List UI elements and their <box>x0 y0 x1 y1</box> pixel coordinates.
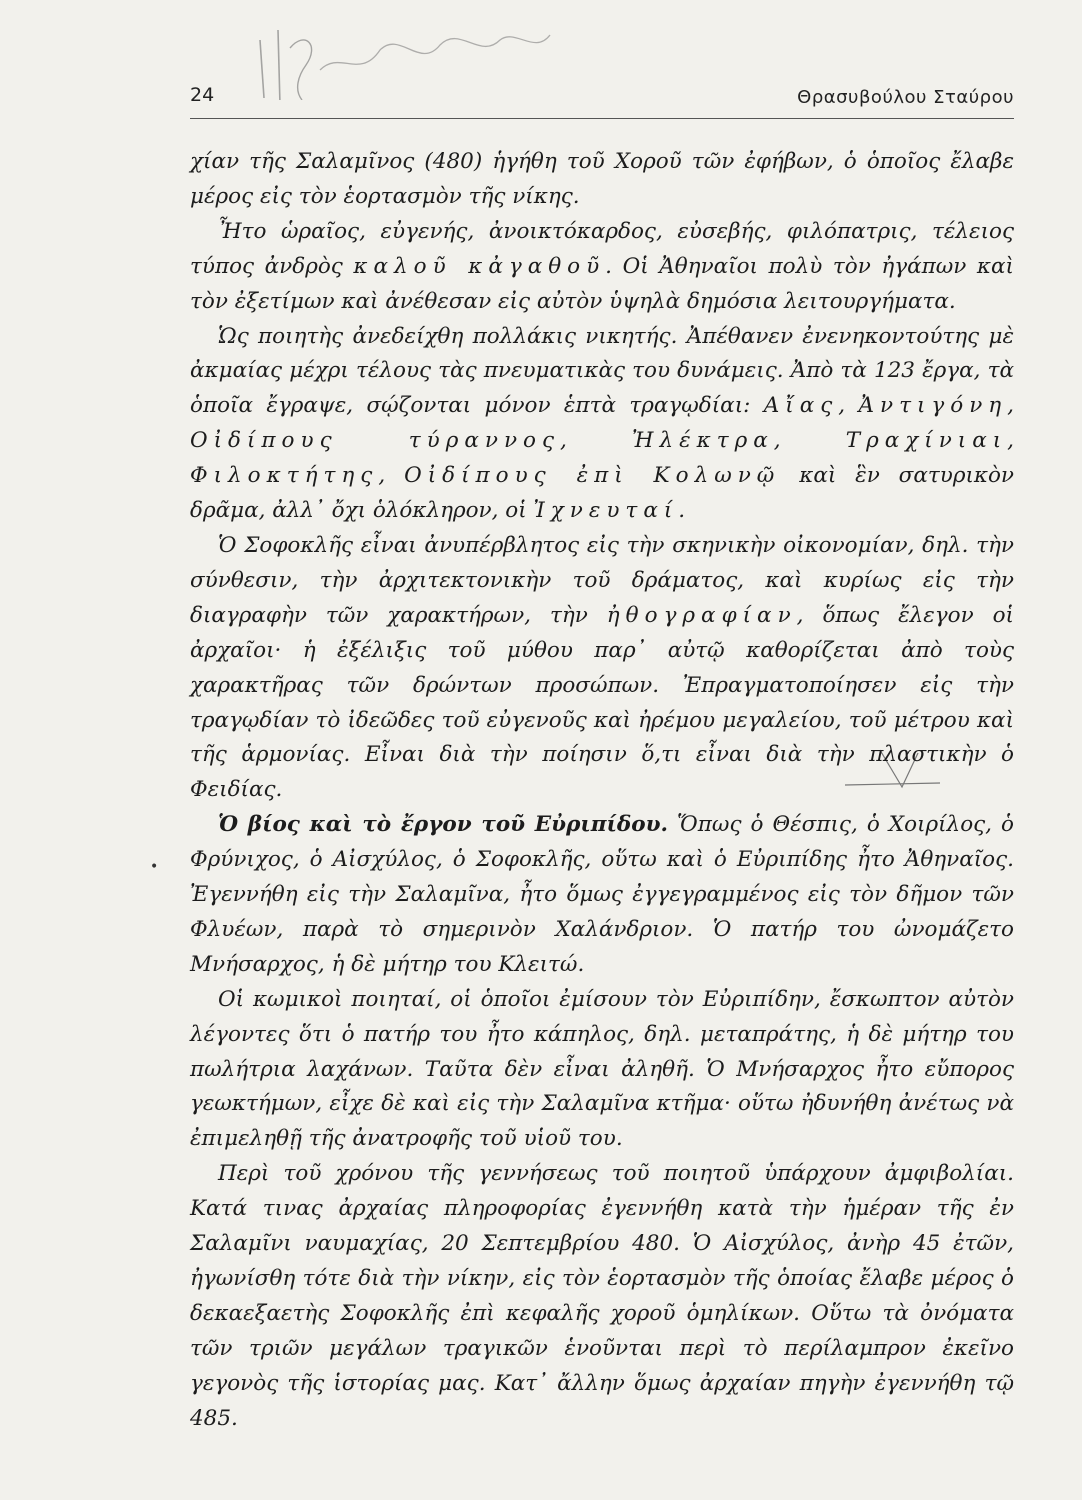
spaced-term: ἠθογραφίαν <box>606 602 797 628</box>
page-header <box>190 78 1014 119</box>
tragedy-title-oidipous-tyrannos: Οἰδίπους τύραννος <box>190 428 561 454</box>
satyr-play-title: Ἰχνευταί <box>533 498 679 524</box>
paragraph-3 <box>190 320 1014 529</box>
separator: , <box>1007 393 1014 419</box>
text-run: . <box>678 498 686 524</box>
paragraph-5 <box>190 808 1014 983</box>
tragedy-title-aias: Αἴας <box>763 393 839 419</box>
paragraph-6: Οἱ κωμικοὶ ποιηταί, οἱ ὁποῖοι ἐμίσουν τὸν Εὐριπίδην, ἔσκωπτον αὐτὸν λέγοντες ὅτι ὁ πατήρ του ἦτο κάπηλος, δηλ. μεταπράτης, ἡ δὲ μήτηρ του πωλήτρια λαχάνων. Ταῦτα δὲν εἶναι ἀληθῆ. Ὁ Μνήσαρχος ἦτο εὔπορος γεωκτήμων, εἶχε δὲ καὶ εἰς τὴν Σαλαμῖνα κτῆμα· οὕτω ἠδυνήθη ἀνέτως νὰ ἐπιμεληθῇ τῆς ἀνατροφῆς τοῦ υἱοῦ του. <box>190 986 1014 1152</box>
running-title: Θρασυβούλου Σταύρου <box>797 87 1014 108</box>
separator: , <box>1007 428 1015 454</box>
text-run: Ὡς ποιητὴς ἀνεδείχθη πολλάκις νικητής. Ἀπέθανεν ἐνενηκοντούτης μὲ ἀκμαίας μέχρι τέλους τὰς πνευματικὰς του δυνάμεις. Ἀπὸ τὰ 123 ἔργα, τὰ ὁποῖα ἔγραψε, σῴζονται μόνον ἑπτὰ τραγῳδίαι: <box>190 323 1014 419</box>
body-text <box>190 145 1014 1437</box>
margin-dot: • <box>150 859 159 875</box>
tragedy-title-oidipous-kolono: Οἰδίπους ἐπὶ Κολωνῷ <box>404 463 781 489</box>
paragraph-1: χίαν τῆς Σαλαμῖνος (480) ἡγήθη τοῦ Χοροῦ τῶν ἐφήβων, ὁ ὁποῖος ἔλαβε μέρος εἰς τὸν ἑορτασμὸν τῆς νίκης. <box>190 149 1014 209</box>
text-run: Ἦτο ὡραῖος, εὐγενής, ἀνοικτόκαρδος, εὐσεβής, φιλόπατρις, τέλειος τύπος ἀνδρὸς <box>190 218 1014 279</box>
text-run: Ὁ Σοφοκλῆς εἶναι ἀνυπέρβλητος εἰς τὴν σκηνικὴν οἰκονομίαν, δηλ. τὴν σύνθεσιν, τὴν ἀρχιτεκτονικὴν τοῦ δράματος, καὶ κυρίως εἰς τὴν διαγραφὴν τῶν χαρακτήρων, τὴν <box>190 532 1014 628</box>
separator: , <box>378 463 405 489</box>
paragraph-2 <box>190 215 1014 320</box>
text-run: , ὅπως ἔλεγον οἱ ἀρχαῖοι· ἡ ἐξέλιξις τοῦ μύθου παρ᾽ αὐτῷ καθορίζεται ἀπὸ τοὺς χαρακτῆρας τῶν δρώντων προσώπων. Ἐπραγματοποίησεν εἰς τὴν τραγῳδίαν τὸ ἰδεῶδες τοῦ εὐγενοῦς καὶ ἠρέμου μεγαλείου, τοῦ μέτρου καὶ τῆς ἁρμονίας. Εἶναι διὰ τὴν ποίησιν ὅ,τι εἶναι διὰ τὴν πλαστικὴν ὁ Φειδίας. <box>190 602 1014 803</box>
tragedy-title-antigoni: Ἀντιγόνη <box>858 393 1008 419</box>
tragedy-title-filoktitis: Φιλοκτήτης <box>190 463 379 489</box>
text-run: καὶ ἓν σατυρικὸν δρᾶμα, ἀλλ᾽ ὄχι ὁλόκληρον, οἱ <box>190 463 1014 524</box>
section-heading: Ὁ βίος καὶ τὸ ἔργον τοῦ Εὐριπίδου. <box>218 812 669 838</box>
spaced-phrase: καλοῦ κἀγαθοῦ <box>353 253 606 279</box>
separator: , <box>838 393 859 419</box>
separator: , <box>773 428 846 454</box>
separator: , <box>560 428 632 454</box>
text-run: Ὅπως ὁ Θέσπις, ὁ Χοιρίλος, ὁ Φρύνιχος, ὁ Αἰσχύλος, ὁ Σοφοκλῆς, οὕτω καὶ ὁ Εὐριπίδης ἦτο Ἀθηναῖος. Ἐγεννήθη εἰς τὴν Σαλαμῖνα, ἦτο ὅμως ἐγγεγραμμένος εἰς τὸν δῆμον τῶν Φλυέων, παρὰ τὸ σημερινὸν Χαλάνδριον. Ὁ πατήρ του ὠνομάζετο Μνήσαρχος, ἡ δὲ μήτηρ του Κλειτώ. <box>190 812 1014 977</box>
text-run: . Οἱ Ἀθηναῖοι πολὺ τὸν ἠγάπων καὶ τὸν ἐξετίμων καὶ ἀνέθεσαν εἰς αὐτὸν ὑψηλὰ δημόσια λειτουργήματα. <box>190 253 1014 314</box>
paragraph-4 <box>190 529 1014 808</box>
page-number: 24 <box>190 84 215 106</box>
tragedy-title-trachiniai: Τραχίνιαι <box>845 428 1008 454</box>
tragedy-title-ilektra: Ἠλέκτρα <box>632 428 774 454</box>
paragraph-7: Περὶ τοῦ χρόνου τῆς γεννήσεως τοῦ ποιητοῦ ὑπάρχουν ἀμφιβολίαι. Κατά τινας ἀρχαίας πληροφορίας ἐγεννήθη κατὰ τὴν ἡμέραν τῆς ἐν Σαλαμῖνι ναυμαχίας, 20 Σεπτεμβρίου 480. Ὁ Αἰσχύλος, ἀνὴρ 45 ἐτῶν, ἠγωνίσθη τότε διὰ τὴν νίκην, εἰς τὸν ἑορτασμὸν τῆς ὁποίας ἔλαβε μέρος ὁ δεκαεξαετὴς Σοφοκλῆς ἐπὶ κεφαλῆς χοροῦ ὁμηλίκων. Οὕτω τὰ ὀνόματα τῶν τριῶν μεγάλων τραγικῶν ἑνοῦνται περὶ τὸ περίλαμπρον ἐκεῖνο γεγονὸς τῆς ἱστορίας μας. Κατ᾽ ἄλλην ὅμως ἀρχαίαν πηγὴν ἐγεννήθη τῷ 485. <box>190 1161 1014 1431</box>
